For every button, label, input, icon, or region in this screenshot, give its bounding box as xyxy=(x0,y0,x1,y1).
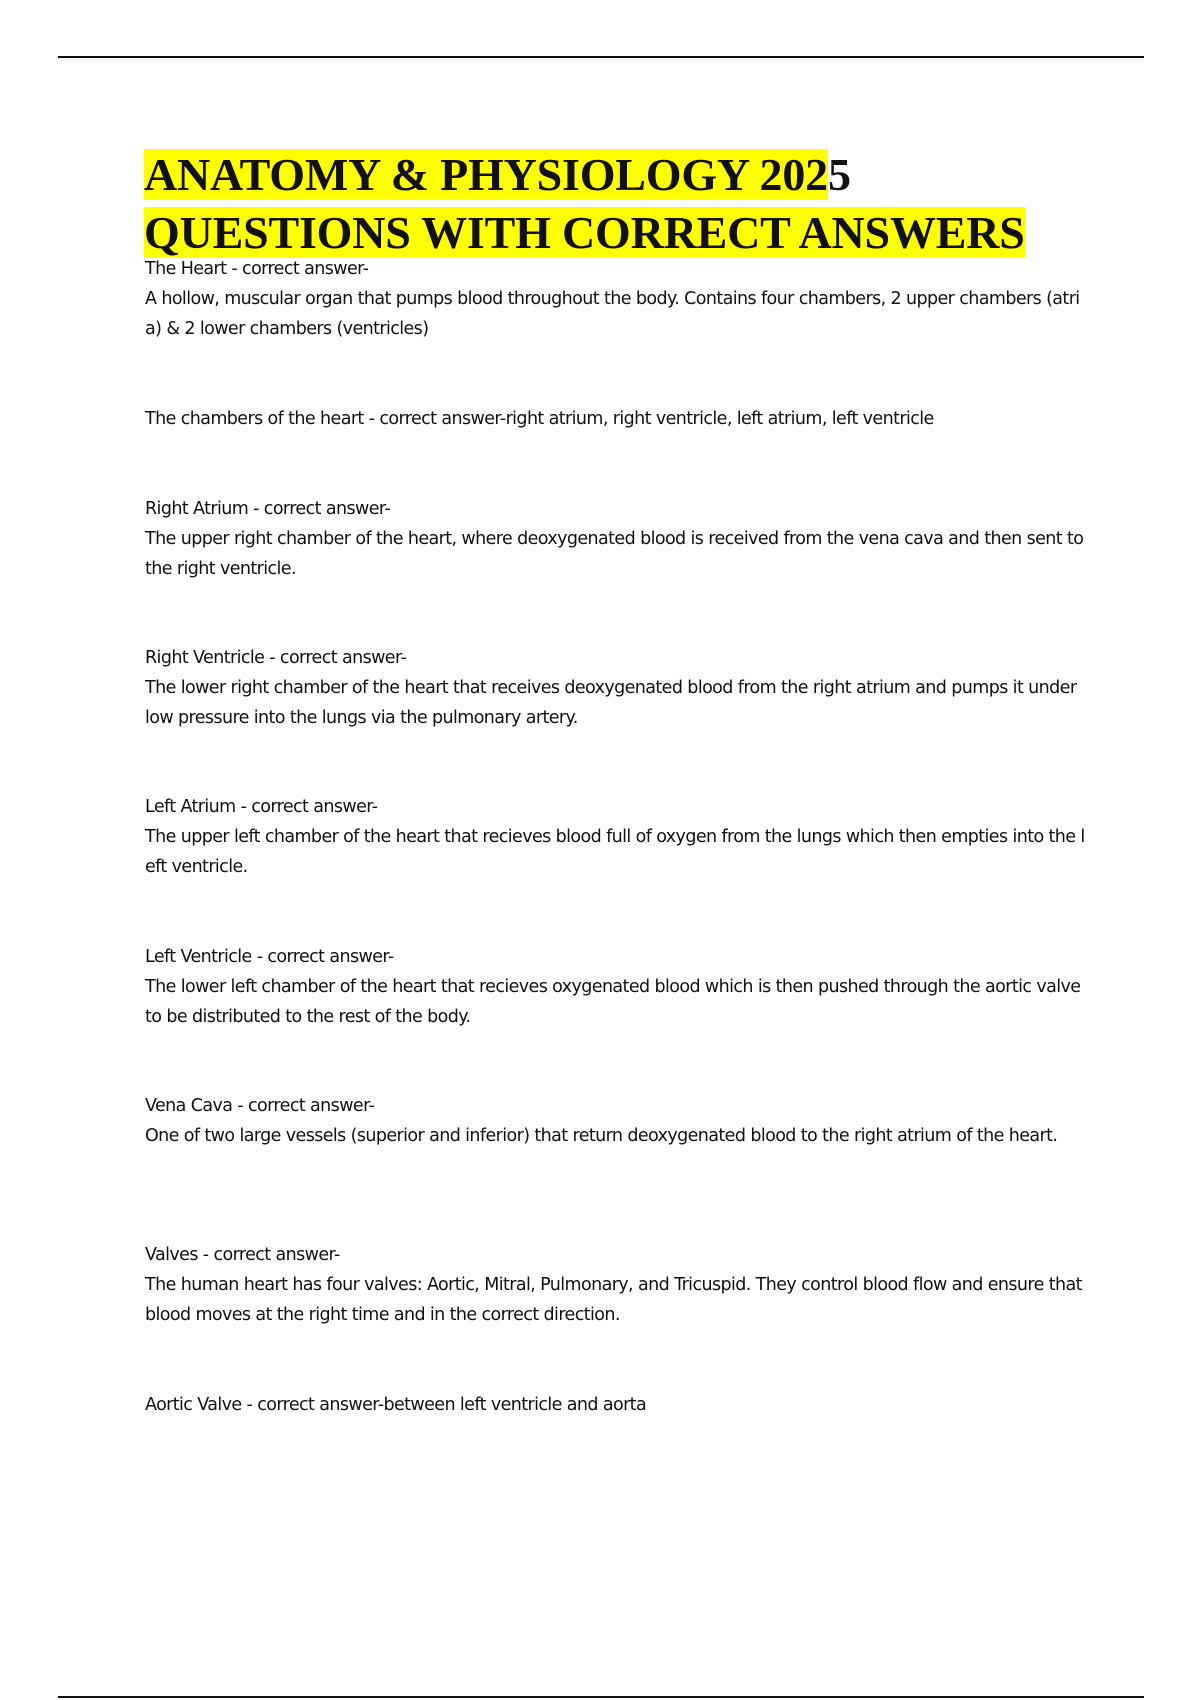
title-line2-highlight: QUESTIONS WITH CORRECT ANSWERS xyxy=(144,207,1025,258)
qa-definition: between left ventricle and aorta xyxy=(383,1395,647,1415)
document-title xyxy=(144,146,1144,262)
qa-entry-valves xyxy=(145,1240,1085,1330)
qa-definition: The upper left chamber of the heart that recieves blood full of oxygen from the lungs which then empties into the left ventricle. xyxy=(145,827,1085,877)
qa-term: Right Ventricle - correct answer- xyxy=(145,648,407,668)
qa-term: The Heart - correct answer- xyxy=(145,259,369,279)
qa-entry-left-ventricle xyxy=(145,942,1085,1032)
qa-term: Vena Cava - correct answer- xyxy=(145,1096,375,1116)
bottom-rule xyxy=(58,1696,1144,1698)
qa-entry-right-atrium xyxy=(145,494,1085,584)
qa-entry-aortic-valve xyxy=(145,1390,1085,1420)
qa-term: Left Atrium - correct answer- xyxy=(145,797,378,817)
qa-definition: right atrium, right ventricle, left atrium, left ventricle xyxy=(505,409,934,429)
qa-entry-the-heart xyxy=(145,254,1085,344)
qa-definition: The human heart has four valves: Aortic, Mitral, Pulmonary, and Tricuspid. They control blood flow and ensure that blood moves at the right time and in the correct direction. xyxy=(145,1275,1082,1325)
qa-entry-left-atrium xyxy=(145,792,1085,882)
title-line1-rest: 5 xyxy=(827,149,851,200)
title-line1-highlight: ANATOMY & PHYSIOLOGY 202 xyxy=(144,149,828,200)
qa-entry-right-ventricle xyxy=(145,643,1085,733)
qa-definition: One of two large vessels (superior and inferior) that return deoxygenated blood to the right atrium of the heart. xyxy=(145,1126,1058,1146)
qa-term: Valves - correct answer- xyxy=(145,1245,340,1265)
qa-term: Left Ventricle - correct answer- xyxy=(145,947,394,967)
qa-term: Aortic Valve - correct answer- xyxy=(145,1395,384,1415)
qa-term: Right Atrium - correct answer- xyxy=(145,499,391,519)
qa-entry-chambers xyxy=(145,404,1085,434)
qa-definition: A hollow, muscular organ that pumps blood throughout the body. Contains four chambers, 2 upper chambers (atria) & 2 lower chambers (ventricles) xyxy=(145,289,1080,339)
qa-entry-vena-cava xyxy=(145,1091,1085,1151)
qa-definition: The upper right chamber of the heart, where deoxygenated blood is received from the vena cava and then sent to the right ventricle. xyxy=(145,529,1084,579)
qa-definition: The lower left chamber of the heart that recieves oxygenated blood which is then pushed through the aortic valve to be distributed to the rest of the body. xyxy=(145,977,1081,1027)
qa-term: The chambers of the heart - correct answer- xyxy=(145,409,506,429)
qa-definition: The lower right chamber of the heart that receives deoxygenated blood from the right atrium and pumps it under low pressure into the lungs via the pulmonary artery. xyxy=(145,678,1077,728)
top-rule xyxy=(58,56,1144,58)
